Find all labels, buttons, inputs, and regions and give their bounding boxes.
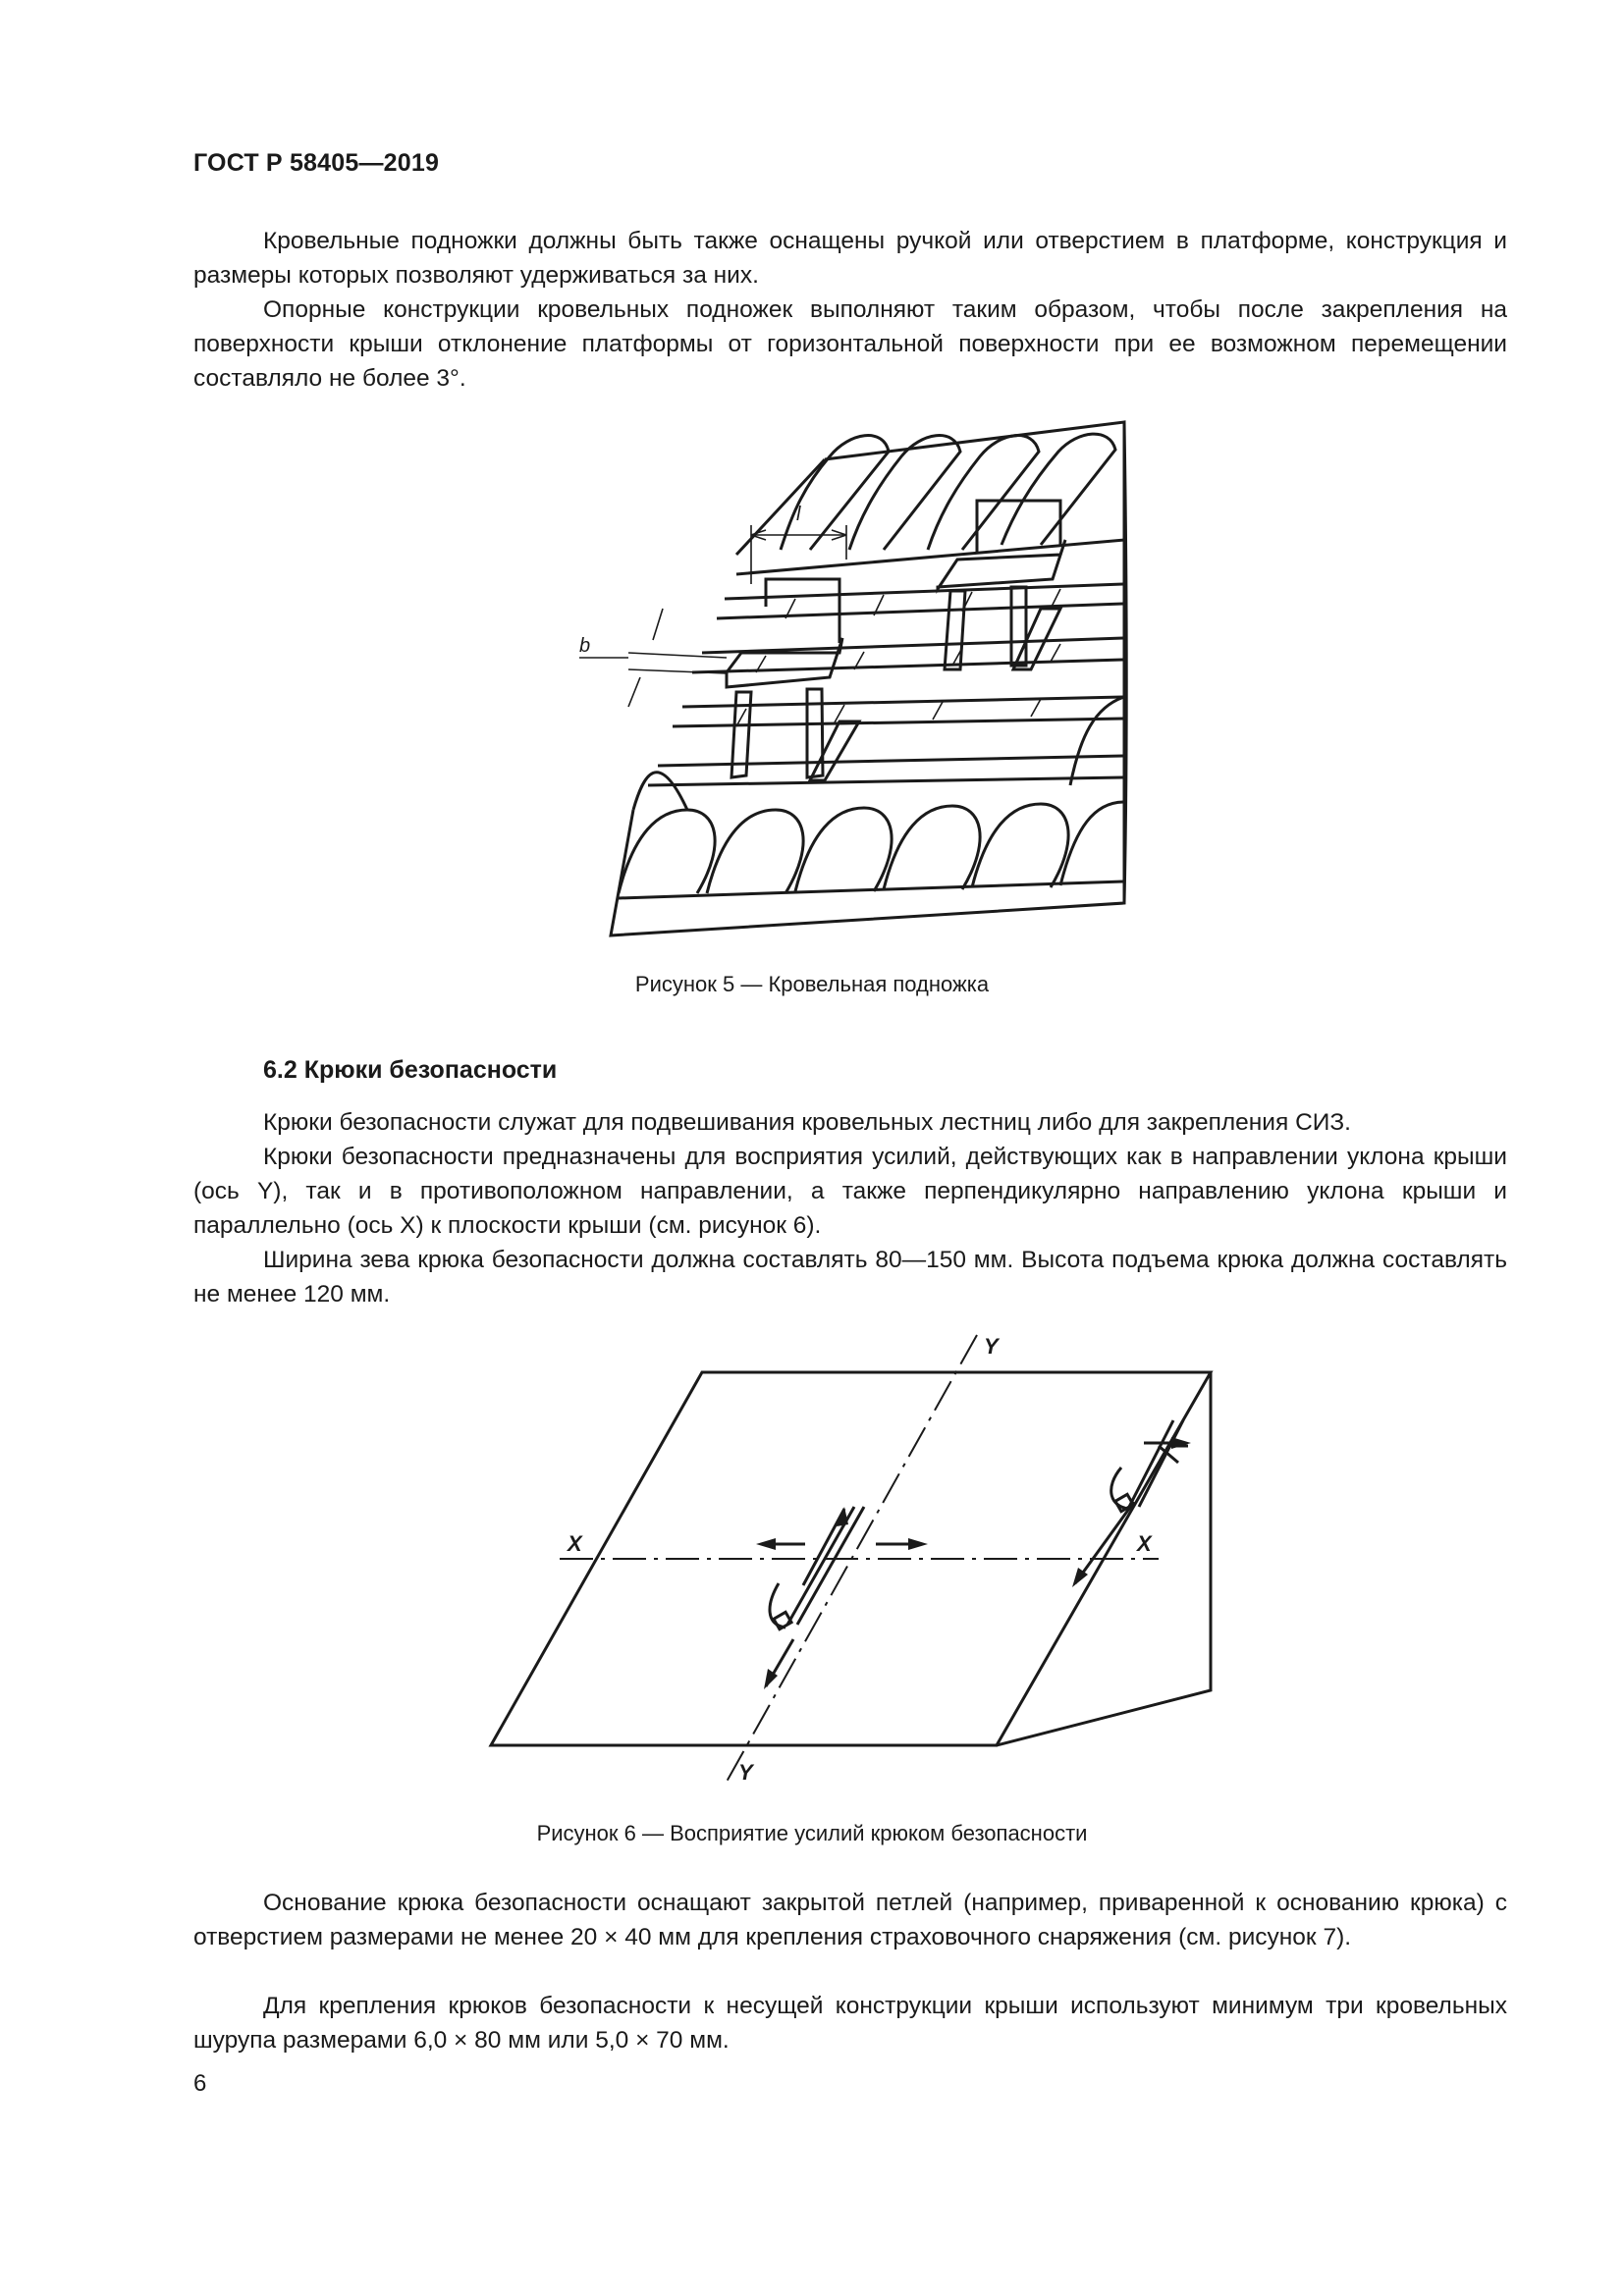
paragraph-hooks-forces: Крюки безопасности предназначены для восприятия усилий, действующих как в направлении уклона крыши (ось Y), так и в противоположном направлении, а также перпендикулярно направлению уклона крыши и параллельно (ось X) к плоскости крыши (см. рисунок 6). — [193, 1144, 1507, 1239]
paragraph-support-structures: Опорные конструкции кровельных подножек выполняют таким образом, чтобы после закрепления на поверхности крыши отклонение платформы от горизонтальной поверхности при ее возможном перемещении составляло не более 3°. — [193, 296, 1507, 392]
force-arrows-center — [756, 1507, 928, 1689]
figure-6-hook-forces-drawing — [481, 1330, 1237, 1791]
paragraph-hook-dimensions: Ширина зева крюка безопасности должна составлять 80—150 мм. Высота подъема крюка должна составлять не менее 120 мм. — [193, 1247, 1507, 1308]
roof-step-lower — [727, 579, 859, 780]
paragraph-hook-loop: Основание крюка безопасности оснащают закрытой петлей (например, приваренной к основанию крюка) с отверстием размерами не менее 20 × 40 мм для крепления страховочного снаряжения (см. рисунок 7). — [193, 1890, 1507, 1950]
dimension-l-label: l — [796, 504, 801, 525]
dimension-l — [751, 525, 846, 584]
axis-y-label-top: Y — [984, 1334, 999, 1359]
dimension-b — [579, 609, 727, 707]
section-heading: 6.2 Крюки безопасности — [263, 1056, 558, 1084]
axis-x-label-right: X — [1137, 1531, 1152, 1556]
figure-5-caption: Рисунок 5 — Кровельная подножка — [634, 972, 990, 996]
figure-6-caption: Рисунок 6 — Восприятие усилий крюком безопасности — [536, 1821, 1088, 1845]
roof-outline — [611, 422, 1124, 935]
upper-tile-ridges — [736, 434, 1124, 574]
paragraph-hook-fastening: Для крепления крюков безопасности к несущей конструкции крыши используют минимум три кровельных шурупа размерами 6,0 × 80 мм или 5,0 × 70 мм. — [193, 1993, 1507, 2054]
axis-x-label-left: X — [568, 1531, 582, 1556]
figure-5-roof-step-drawing — [579, 412, 1139, 942]
paragraph-hooks-purpose: Крюки безопасности служат для подвешивания кровельных лестниц либо для закрепления СИЗ. — [263, 1109, 1351, 1136]
paragraph-handles: Кровельные подножки должны быть также оснащены ручкой или отверстием в платформе, конструкция и размеры которых позволяют удерживаться за них. — [193, 228, 1507, 289]
dimension-b-label: b — [579, 635, 591, 657]
lateral-battens — [648, 584, 1124, 785]
hook-center — [770, 1507, 864, 1629]
axis-y-label-bottom: Y — [738, 1760, 753, 1785]
page-number: 6 — [193, 2070, 207, 2097]
document-code: ГОСТ Р 58405—2019 — [193, 149, 440, 177]
hook-right — [1111, 1420, 1183, 1512]
